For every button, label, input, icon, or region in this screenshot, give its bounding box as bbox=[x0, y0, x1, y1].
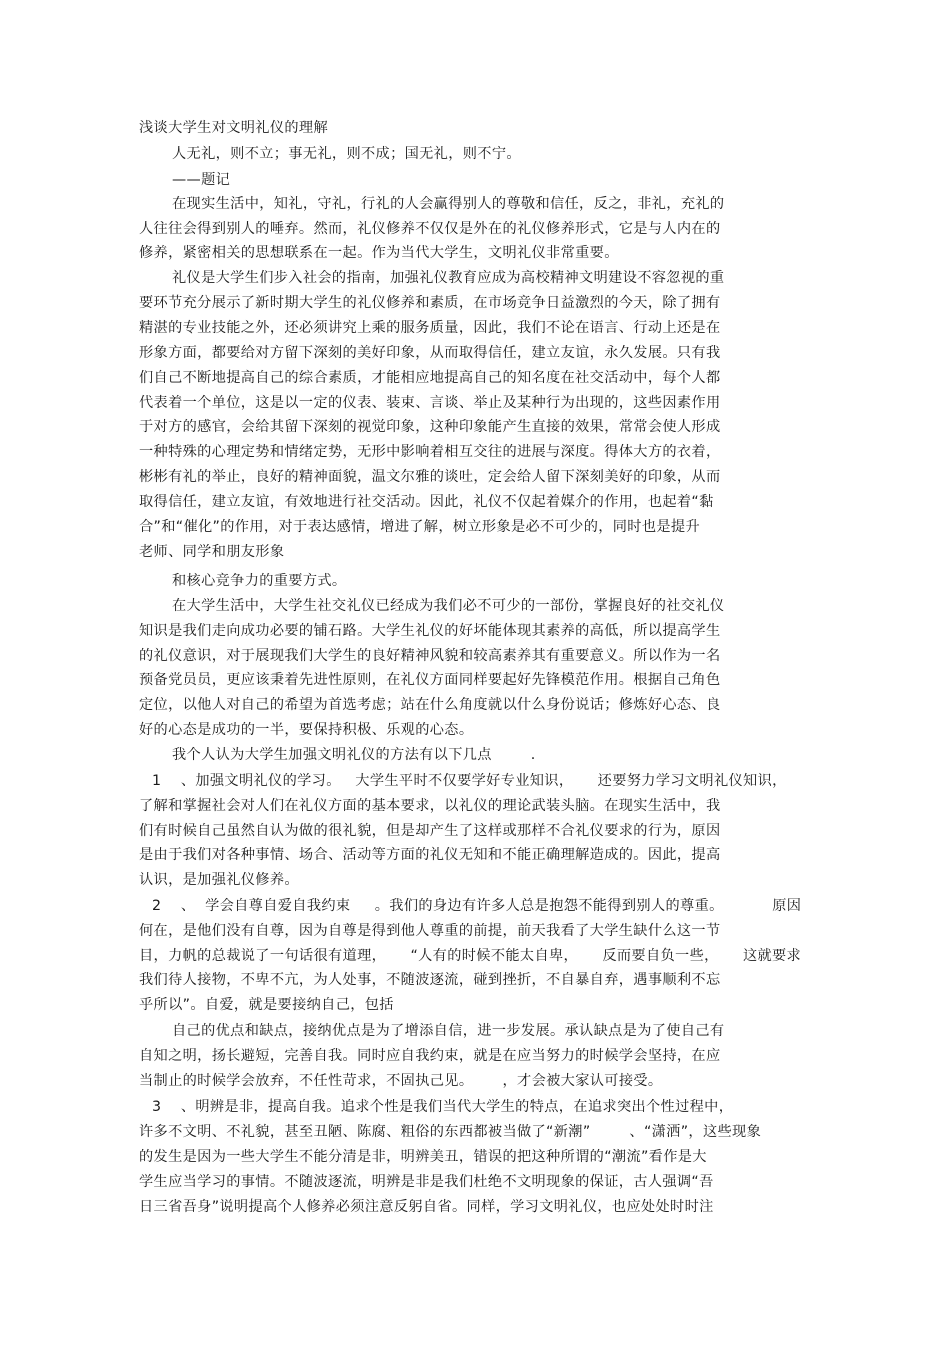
document-line: 乎所以”。自爱，就是要接纳自己，包括 bbox=[139, 997, 394, 1013]
document-line: 当制止的时候学会放弃，不任性苛求，不固执己见。 ，才会被大家认可接受。 bbox=[139, 1073, 663, 1089]
document-line: 修养，紧密相关的思想联系在一起。作为当代大学生，文明礼仪非常重要。 bbox=[139, 245, 619, 261]
document-line: 预备党员员，更应该秉着先进性原则，在礼仪方面同样要起好先锋模范作用。根据自己角色 bbox=[139, 672, 721, 688]
document-line: 在大学生活中，大学生社交礼仪已经成为我们必不可少的一部份，掌握良好的社交礼仪 bbox=[172, 598, 725, 614]
document-line: 精湛的专业技能之外，还必须讲究上乘的服务质量，因此，我们不论在语言、行动上还是在 bbox=[139, 320, 721, 336]
document-line: 自知之明，扬长避短，完善自我。同时应自我约束，就是在应当努力的时候学会坚持，在应 bbox=[139, 1048, 721, 1064]
document-line: 于对方的感官，会给其留下深刻的视觉印象，这种印象能产生直接的效果，常常会使人形成 bbox=[139, 419, 721, 435]
document-line: 老师、同学和朋友形象 bbox=[139, 544, 285, 560]
document-line: 目，力帆的总裁说了一句话很有道理， “人有的时候不能太自卑， 反而要自负一些， 这就要求 bbox=[139, 948, 802, 964]
document-line: 形象方面，都要给对方留下深刻的美好印象，从而取得信任，建立友谊，永久发展。只有我 bbox=[139, 345, 721, 361]
document-line: 我个人认为大学生加强文明礼仪的方法有以下几点 . bbox=[172, 747, 536, 763]
document-title: 浅谈大学生对文明礼仪的理解 bbox=[139, 120, 328, 136]
document-line: 2 、 学会自尊自爱自我约束 。我们的身边有许多人总是抱怨不能得到别人的尊重。 原因 bbox=[152, 898, 802, 914]
document-line: 一种特殊的心理定势和情绪定势，无形中影响着相互交往的进展与深度。得体大方的衣着， bbox=[139, 444, 721, 460]
document-line: 合”和“催化”的作用，对于表达感情，增进了解，树立形象是必不可少的，同时也是提升 bbox=[139, 519, 700, 535]
document-line: 取得信任，建立友谊，有效地进行社交活动。因此，礼仪不仅起着媒介的作用，也起着“黏 bbox=[139, 494, 714, 510]
document-line: 彬彬有礼的举止，良好的精神面貌，温文尔雅的谈吐，定会给人留下深刻美好的印象，从而 bbox=[139, 469, 721, 485]
document-line: 的礼仪意识，对于展现我们大学生的良好精神风貌和较高素养其有重要意义。所以作为一名 bbox=[139, 648, 721, 664]
document-line: 1 、加强文明礼仪的学习。 大学生平时不仅要学好专业知识， 还要努力学习文明礼仪知识， bbox=[152, 773, 787, 789]
document-line: 何在，是他们没有自尊，因为自尊是得到他人尊重的前提，前天我看了大学生缺什么这一节 bbox=[139, 923, 721, 939]
document-line: 礼仪是大学生们步入社会的指南，加强礼仪教育应成为高校精神文明建设不容忽视的重 bbox=[172, 270, 725, 286]
document-line: 自己的优点和缺点，接纳优点是为了增添自信，进一步发展。承认缺点是为了使自己有 bbox=[172, 1023, 725, 1039]
document-line: 和核心竞争力的重要方式。 bbox=[172, 573, 347, 589]
document-line: 许多不文明、不礼貌，甚至丑陋、陈腐、粗俗的东西都被当做了“新潮” 、“潇洒”，这些现象 bbox=[139, 1124, 762, 1140]
document-line: 人无礼，则不立；事无礼，则不成；国无礼，则不宁。 bbox=[172, 146, 521, 162]
document-line: 认识，是加强礼仪修养。 bbox=[139, 872, 299, 888]
document-line: 了解和掌握社会对人们在礼仪方面的基本要求，以礼仪的理论武装头脑。在现实生活中，我 bbox=[139, 798, 721, 814]
document-line: 的发生是因为一些大学生不能分清是非，明辨美丑，错误的把这种所谓的“潮流”看作是大 bbox=[139, 1149, 707, 1165]
document-line: 好的心态是成功的一半，要保持积极、乐观的心态。 bbox=[139, 722, 474, 738]
document-line: 学生应当学习的事情。不随波逐流，明辨是非是我们杜绝不文明现象的保证，古人强调“吾 bbox=[139, 1174, 714, 1190]
document-line: 日三省吾身”说明提高个人修养必须注意反躬自省。同样，学习文明礼仪，也应处处时时注 bbox=[139, 1199, 714, 1215]
document-line: 代表着一个单位，这是以一定的仪表、装束、言谈、举止及某种行为出现的，这些因素作用 bbox=[139, 395, 721, 411]
document-line: 们自己不断地提高自己的综合素质，才能相应地提高自己的知名度在社交活动中，每个人都 bbox=[139, 370, 721, 386]
document-line: 要环节充分展示了新时期大学生的礼仪修养和素质，在市场竞争日益激烈的今天，除了拥有 bbox=[139, 295, 721, 311]
document-line: 定位，以他人对自己的希望为首选考虑；站在什么角度就以什么身份说话；修炼好心态、良 bbox=[139, 697, 721, 713]
document-line: 知识是我们走向成功必要的铺石路。大学生礼仪的好坏能体现其素养的高低，所以提高学生 bbox=[139, 623, 721, 639]
document-line: 3 、明辨是非，提高自我。追求个性是我们当代大学生的特点，在追求突出个性过程中， bbox=[152, 1099, 734, 1115]
document-line: 人往往会得到别人的唾弃。然而，礼仪修养不仅仅是外在的礼仪修养形式，它是与人内在的 bbox=[139, 221, 721, 237]
document-line: 是由于我们对各种事情、场合、活动等方面的礼仪无知和不能正确理解造成的。因此，提高 bbox=[139, 847, 721, 863]
document-line: 在现实生活中，知礼，守礼，行礼的人会赢得别人的尊敬和信任，反之，非礼，充礼的 bbox=[172, 196, 725, 212]
document-line: 们有时候自己虽然自认为做的很礼貌，但是却产生了这样或那样不合礼仪要求的行为，原因 bbox=[139, 823, 721, 839]
document-line: 我们待人接物，不卑不亢，为人处事，不随波逐流，碰到挫折，不自暴自弃，遇事顺利不忘 bbox=[139, 972, 721, 988]
document-line: ——题记 bbox=[172, 172, 231, 188]
